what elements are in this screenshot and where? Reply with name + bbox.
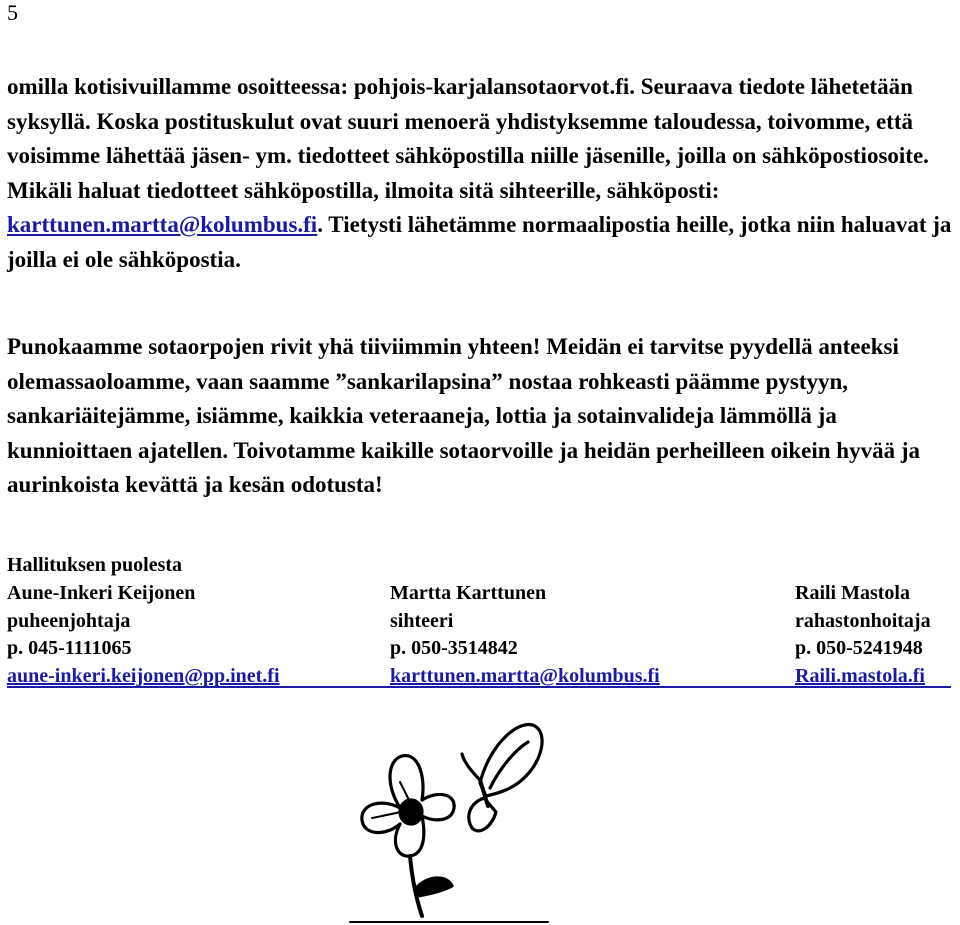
info-text-after-email: . Tietysti lähetämme normaalipostia heille, jotka niin haluavat ja joilla ei ole sähköpostia. — [7, 212, 952, 272]
signature-phone: p. 050-3514842 — [390, 637, 518, 659]
signature-link-underline — [7, 686, 951, 688]
flower-petal-vein — [400, 782, 410, 802]
signature-name: Raili Mastola — [795, 582, 910, 604]
flower-petal-left — [362, 803, 400, 832]
signature-name: Aune-Inkeri Keijonen — [7, 582, 196, 604]
signature-secretary — [390, 580, 660, 690]
signature-name: Martta Karttunen — [390, 582, 547, 604]
flower-petal-right — [422, 794, 454, 819]
flower-petal-vein — [372, 812, 400, 818]
signature-phone: p. 045-1111065 — [7, 637, 132, 659]
info-text-before-email: omilla kotisivuillamme osoitteessa: pohjois-karjalansotaorvot.fi. Seuraava tiedote lähetetään syksyllä. Koska postituskulut ovat suuri menoerä yhdistyksemme taloudessa, toivomme, että voisimme lähettää jäsen- ym. tiedotteet sähköpostilla niille jäsenille, joilla on sähköpostiosoite. Mikäli haluat tiedotteet sähköpostilla, ilmoita sitä sihteerille, sähköposti: — [7, 74, 929, 203]
secretary-email-link[interactable]: karttunen.martta@kolumbus.fi — [7, 212, 318, 237]
flower-leaf — [416, 878, 452, 896]
signature-phone: p. 050-5241948 — [795, 637, 923, 659]
signature-chairperson — [7, 580, 280, 690]
closing-paragraph: Punokaamme sotaorpojen rivit yhä tiiviimmin yhteen! Meidän ei tarvitse pyydellä anteeksi olemassaoloamme, vaan saamme ”sankarilapsina” nostaa rohkeasti päämme pystyyn, sankariäitejämme, isiämme, kaikkia veteraaneja, lottia ja sotainvalideja lämmöllä ja kunnioittaen ajatellen. Toivotamme kaikille sotaorvoille ja heidän perheilleen oikein hyvää ja aurinkoista kevättä ja kesän odotusta! — [7, 334, 921, 497]
flower-butterfly-clipart-icon — [330, 698, 570, 925]
page-number: 5 — [7, 0, 18, 25]
signature-email-link[interactable]: aune-inkeri.keijonen@pp.inet.fi — [7, 664, 280, 687]
info-paragraph — [7, 70, 957, 277]
signature-heading: Hallituksen puolesta — [7, 554, 183, 576]
signature-email-link[interactable]: karttunen.martta@kolumbus.fi — [390, 664, 660, 687]
signature-role: puheenjohtaja — [7, 609, 131, 632]
flower-center — [400, 800, 422, 824]
butterfly-antenna — [462, 754, 480, 780]
signature-email-link[interactable]: Raili.mastola.fi — [795, 664, 925, 687]
butterfly-body — [480, 780, 488, 806]
signature-role: sihteeri — [390, 609, 454, 632]
butterfly-wing-upper — [480, 725, 542, 796]
butterfly-wing-lower — [469, 798, 496, 831]
signature-role: rahastonhoitaja — [795, 609, 931, 632]
signature-treasurer — [795, 580, 931, 690]
